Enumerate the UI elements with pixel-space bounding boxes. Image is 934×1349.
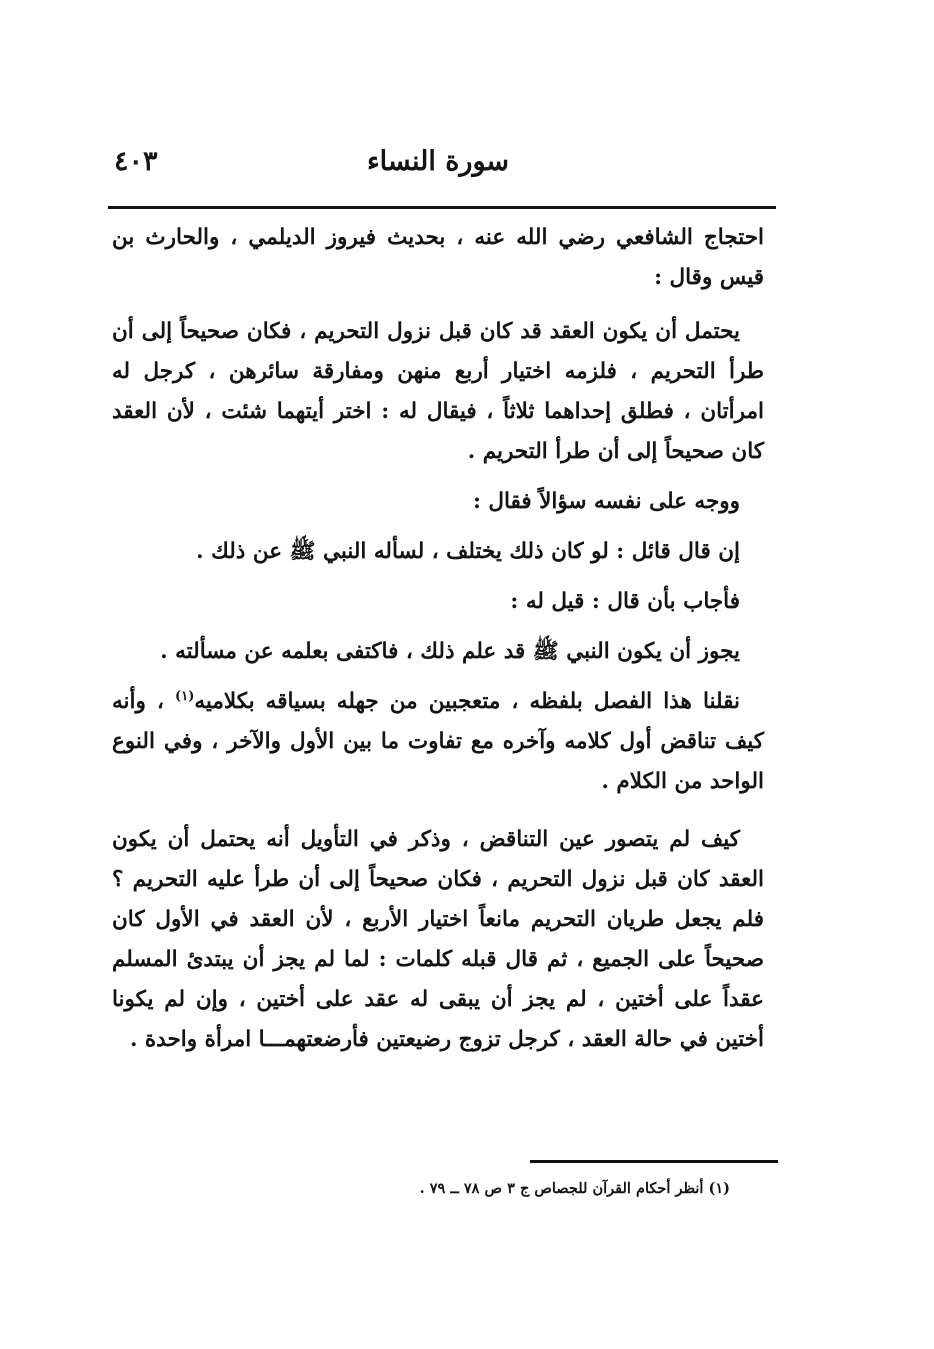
paragraph-3: ووجه على نفسه سؤالاً فقال : [472, 489, 740, 514]
main-text [112, 218, 764, 1060]
footnote-reference[interactable]: (١) [175, 688, 195, 704]
paragraph-7-end: ، وأنه كيف تناقض أول كلامه وآخره مع تفاوت ما بين الأول والآخر ، وفي النوع الواحد من الكلام . [112, 689, 764, 794]
page-number: ٤٠٣ [114, 146, 158, 177]
paragraph-2: يحتمل أن يكون العقد قد كان قبل نزول التحريم ، فكان صحيحاً إلى أن طرأ التحريم ، فلزمه اختيار أربع منهن ومفارقة سائرهن ، كرجل له امرأتان ، فطلق إحداهما ثلاثاً ، فيقال له : اختر أيتهما شئت ، لأن العقد كان صحيحاً إلى أن طرأ التحريم . [112, 319, 764, 464]
page-title: سورة النساء [366, 146, 510, 177]
paragraph-4: إن قال قائل : لو كان ذلك يختلف ، لسأله النبي ﷺ عن ذلك . [196, 539, 740, 564]
page-header [108, 140, 768, 190]
paragraph-7 [112, 682, 764, 802]
paragraph-7-start: نقلنا هذا الفصل بلفظه ، متعجبين من جهله بسياقه بكلاميه [194, 689, 740, 714]
paragraph-1: احتجاج الشافعي رضي الله عنه ، بحديث فيروز الديلمي ، والحارث بن قيس وقال : [112, 225, 764, 290]
paragraph-5: فأجاب بأن قال : قيل له : [510, 589, 740, 614]
paragraph-8: كيف لم يتصور عين التناقض ، وذكر في التأويل أنه يحتمل أن يكون العقد كان قبل نزول التحريم ، فكان صحيحاً إلى أن طرأ عليه التحريم ؟ فلم يجعل طريان التحريم مانعاً اختيار الأربع ، لأن العقد في الأول كان صحيحاً على الجميع ، ثم قال قبله كلمات : لما لم يجز أن يبتدئ المسلم عقداً على أختين ، لم يجز أن يبقى له عقد على أختين ، وإن لم يكونا أختين في حالة العقد ، كرجل تزوج رضيعتين فأرضعتهمـــا امرأة واحدة . [112, 827, 764, 1052]
header-rule [108, 206, 776, 209]
footnote: (١) أنظر أحكام القرآن للجصاص ج ٣ ص ٧٨ ــ ٧٩ . [419, 1180, 730, 1197]
paragraph-6: يجوز أن يكون النبي ﷺ قد علم ذلك ، فاكتفى بعلمه عن مسألته . [160, 639, 740, 664]
footnote-rule [530, 1160, 778, 1163]
